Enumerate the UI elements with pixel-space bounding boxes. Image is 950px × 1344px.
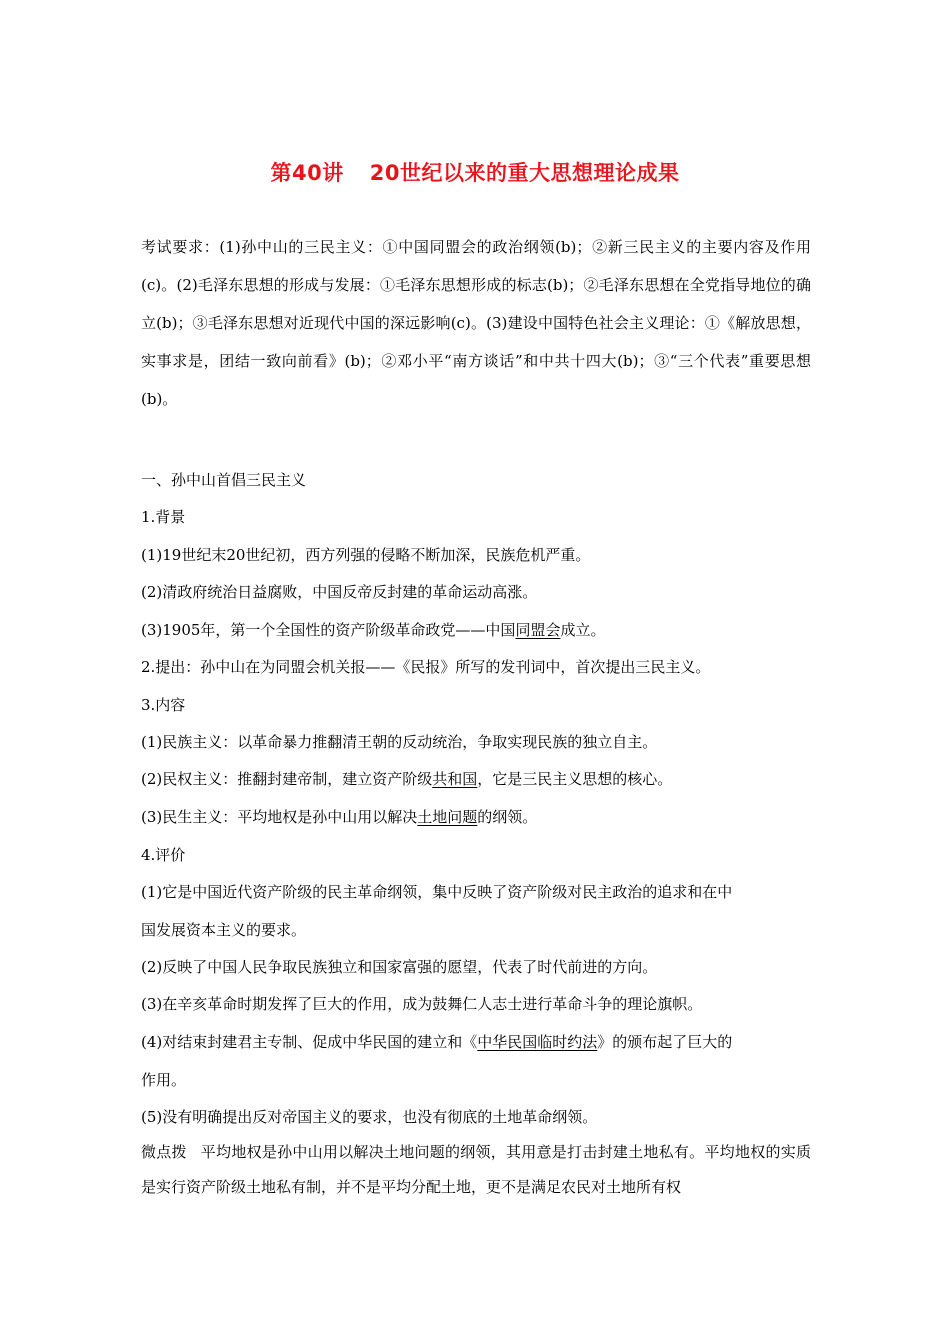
page-title bbox=[0, 158, 950, 188]
proposal-line: 2.提出：孙中山在为同盟会机关报——《民报》所写的发刊词中，首次提出三民主义。 bbox=[141, 658, 711, 676]
keyword-underlined: 共和国 bbox=[432, 770, 478, 788]
tip-paragraph bbox=[141, 1135, 811, 1205]
exam-requirements: 考试要求：(1)孙中山的三民主义：①中国同盟会的政治纲领(b)；②新三民主义的主要内容及作用(c)。(2)毛泽东思想的形成与发展：①毛泽东思想形成的标志(b)；②毛泽东思想在全党指导地位的确立(b)；③毛泽东思想对近现代中国的深远影响(c)。(3)建设中国特色社会主义理论：①《解放思想，实事求是，团结一致向前看》(b)；②邓小平“南方谈话”和中共十四大(b)；③“三个代表”重要思想(b)。 bbox=[141, 238, 811, 408]
subheading-content: 3.内容 bbox=[141, 696, 186, 714]
background-item-2: (2)清政府统治日益腐败，中国反帝反封建的革命运动高涨。 bbox=[141, 583, 538, 601]
keyword-underlined: 土地问题 bbox=[417, 808, 478, 826]
evaluation-item-1-line-2: 国发展资本主义的要求。 bbox=[141, 921, 307, 939]
tip-label: 微点拨 bbox=[141, 1143, 187, 1161]
evaluation-item-4-line-2: 作用。 bbox=[141, 1071, 187, 1089]
content-item-3: (3)民生主义：平均地权是孙中山用以解决土地问题的纲领。 bbox=[141, 808, 538, 826]
background-item-3: (3)1905年，第一个全国性的资产阶级革命政党——中国同盟会成立。 bbox=[141, 621, 606, 639]
content-item-2: (2)民权主义：推翻封建帝制，建立资产阶级共和国，它是三民主义思想的核心。 bbox=[141, 770, 673, 788]
lecture-topic: 20世纪以来的重大思想理论成果 bbox=[369, 161, 680, 185]
evaluation-item-5: (5)没有明确提出反对帝国主义的要求，也没有彻底的土地革命纲领。 bbox=[141, 1108, 598, 1126]
content-item-1: (1)民族主义：以革命暴力推翻清王朝的反动统治，争取实现民族的独立自主。 bbox=[141, 733, 658, 751]
keyword-underlined: 中华民国临时约法 bbox=[477, 1033, 598, 1051]
lecture-number: 第40讲 bbox=[270, 161, 344, 185]
subheading-background: 1.背景 bbox=[141, 508, 186, 526]
subheading-evaluation: 4.评价 bbox=[141, 846, 186, 864]
evaluation-item-4-line-1: (4)对结束封建君主专制、促成中华民国的建立和《中华民国临时约法》的颁布起了巨大的 bbox=[141, 1033, 733, 1051]
background-item-1: (1)19世纪末20世纪初，西方列强的侵略不断加深，民族危机严重。 bbox=[141, 546, 591, 564]
tip-text: 平均地权是孙中山用以解决土地问题的纲领，其用意是打击封建土地私有。平均地权的实质是实行资产阶级土地私有制，并不是平均分配土地，更不是满足农民对土地所有权 bbox=[141, 1143, 811, 1196]
evaluation-item-2: (2)反映了中国人民争取民族独立和国家富强的愿望，代表了时代前进的方向。 bbox=[141, 958, 658, 976]
section-heading: 一、孙中山首倡三民主义 bbox=[141, 471, 307, 489]
keyword-underlined: 同盟会 bbox=[515, 621, 561, 639]
evaluation-item-3: (3)在辛亥革命时期发挥了巨大的作用，成为鼓舞仁人志士进行革命斗争的理论旗帜。 bbox=[141, 995, 703, 1013]
evaluation-item-1-line-1: (1)它是中国近代资产阶级的民主革命纲领，集中反映了资产阶级对民主政治的追求和在中 bbox=[141, 883, 733, 901]
